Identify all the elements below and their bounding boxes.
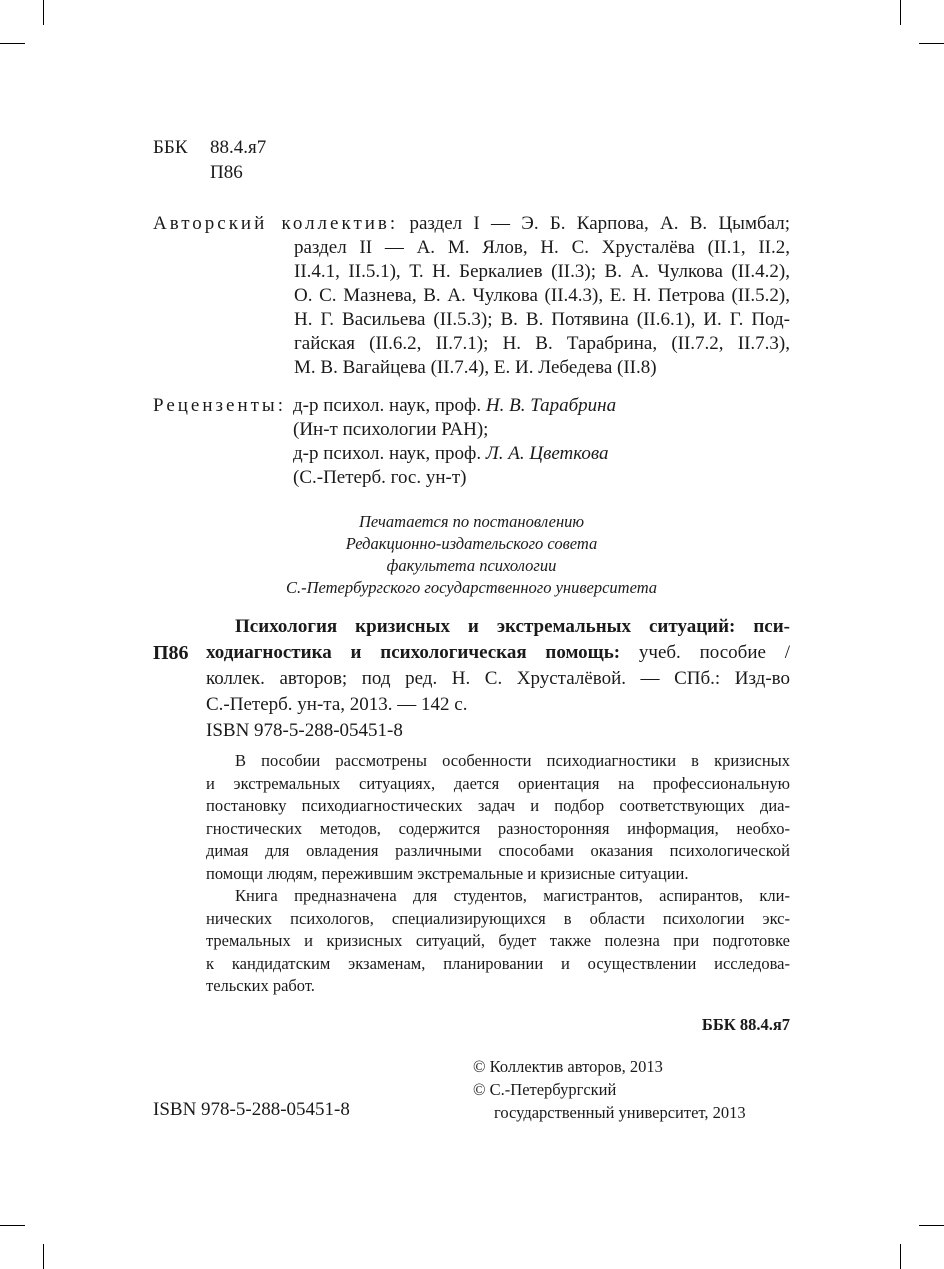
crop-mark-top-right bbox=[900, 0, 901, 25]
imprint-line: Редакционно-издательского совета bbox=[345, 534, 598, 553]
crop-mark-bottom-right bbox=[900, 1244, 901, 1269]
imprint-line: С.-Петербургского государственного университета bbox=[285, 578, 658, 597]
abstract-line: постановку психодиагностических задач и подбор соответствующих диа- bbox=[206, 796, 790, 815]
reviewer-1: д-р психол. наук, проф. Н. В. Тарабрина bbox=[293, 395, 617, 416]
abstract-line: В пособии рассмотрены особенности психодиагностики в кризисных bbox=[235, 751, 790, 770]
authors-line: II.4.1, II.5.1), Т. Н. Беркалиев (II.3); В. А. Чулкова (II.4.2), bbox=[294, 261, 790, 282]
authors-label: Авторский коллектив: bbox=[153, 213, 399, 234]
crop-mark-top-right-h bbox=[919, 43, 944, 44]
reviewer-2: д-р психол. наук, проф. Л. А. Цветкова bbox=[293, 443, 609, 464]
authors-line: Авторский коллектив: раздел I — Э. Б. Карпова, А. В. Цымбал; bbox=[153, 213, 790, 234]
abstract-line: нических психологов, специализирующихся в области психологии экс- bbox=[206, 908, 790, 928]
reviewer-2-affiliation: (С.-Петерб. гос. ун-т) bbox=[293, 467, 467, 488]
abstract bbox=[206, 750, 790, 998]
title-line-4: С.-Петерб. ун-та, 2013. — 142 с. bbox=[206, 694, 468, 715]
title-isbn: ISBN 978-5-288-05451-8 bbox=[206, 720, 403, 741]
author-sign: П86 bbox=[210, 162, 243, 183]
abstract-line: тремальных и кризисных ситуаций, будет также полезна при подготовке bbox=[206, 931, 790, 950]
reviewers-list bbox=[293, 394, 616, 490]
title-line-3: коллек. авторов; под ред. Н. С. Хрусталёвой. — СПб.: Изд-во bbox=[206, 668, 790, 689]
abstract-line: и экстремальных ситуациях, дается ориентация на профессиональную bbox=[206, 773, 790, 793]
reviewer-1-affiliation: (Ин-т психологии РАН); bbox=[293, 419, 489, 440]
copyright-line: © С.-Петербургский bbox=[473, 1080, 617, 1099]
isbn-bottom: ISBN 978-5-288-05451-8 bbox=[153, 1099, 350, 1120]
authors-line: М. В. Вагайцева (II.7.4), Е. И. Лебедева (II.8) bbox=[294, 357, 657, 378]
title-entry bbox=[206, 614, 790, 744]
crop-mark-bottom-left-h bbox=[0, 1225, 25, 1226]
reviewers-label: Рецензенты: bbox=[153, 395, 286, 416]
bbk-index: 88.4.я7 bbox=[210, 137, 267, 158]
abstract-line: Книга предназначена для студентов, магистрантов, аспирантов, кли- bbox=[235, 886, 790, 905]
title-line-2: ходиагностика и психологическая помощь: учеб. пособие / bbox=[206, 642, 791, 663]
crop-mark-bottom-right-h bbox=[919, 1225, 944, 1226]
title-line-1: Психология кризисных и экстремальных ситуаций: пси- bbox=[235, 616, 790, 637]
abstract-line: помощи людям, пережившим экстремальные и кризисные ситуации. bbox=[206, 863, 689, 883]
copyright-line: государственный университет, 2013 bbox=[494, 1103, 746, 1122]
author-sign-side: П86 bbox=[153, 642, 189, 664]
reviewer-2-name: Л. А. Цветкова bbox=[485, 443, 609, 464]
bbk-code: ББК bbox=[153, 137, 188, 158]
crop-mark-bottom-left bbox=[43, 1244, 44, 1269]
reviewer-1-name: Н. В. Тарабрина bbox=[485, 395, 617, 416]
imprint-line: факультета психологии bbox=[386, 556, 557, 575]
copyright-line: © Коллектив авторов, 2013 bbox=[473, 1057, 663, 1076]
abstract-line: гностических методов, содержится разносторонняя информация, необхо- bbox=[206, 818, 790, 838]
crop-mark-top-left bbox=[43, 0, 44, 25]
authors-line: Н. Г. Васильева (II.5.3); В. В. Потявина (II.6.1), И. Г. Под- bbox=[294, 309, 790, 330]
authors-continuation bbox=[294, 236, 790, 380]
authors-line: раздел II — А. М. Ялов, Н. С. Хрусталёва (II.1, II.2, bbox=[294, 237, 790, 258]
authors-line: гайская (II.6.2, II.7.1); Н. В. Тарабрина, (II.7.2, II.7.3), bbox=[294, 333, 790, 354]
crop-mark-top-left-h bbox=[0, 43, 25, 44]
imprint-block bbox=[153, 511, 790, 599]
bbk-footer: ББК 88.4.я7 bbox=[701, 1015, 790, 1034]
authors-line: О. С. Мазнева, В. А. Чулкова (II.4.3), Е. Н. Петрова (II.5.2), bbox=[294, 285, 790, 306]
imprint-line: Печатается по постановлению bbox=[358, 512, 585, 531]
authors-block bbox=[153, 212, 790, 236]
abstract-line: тельских работ. bbox=[206, 976, 315, 995]
copyright-block bbox=[473, 1055, 746, 1124]
abstract-line: к кандидатским экзаменам, планировании и осуществлении исследова- bbox=[206, 953, 790, 973]
abstract-line: димая для овладения различными способами оказания психологической bbox=[206, 841, 790, 860]
